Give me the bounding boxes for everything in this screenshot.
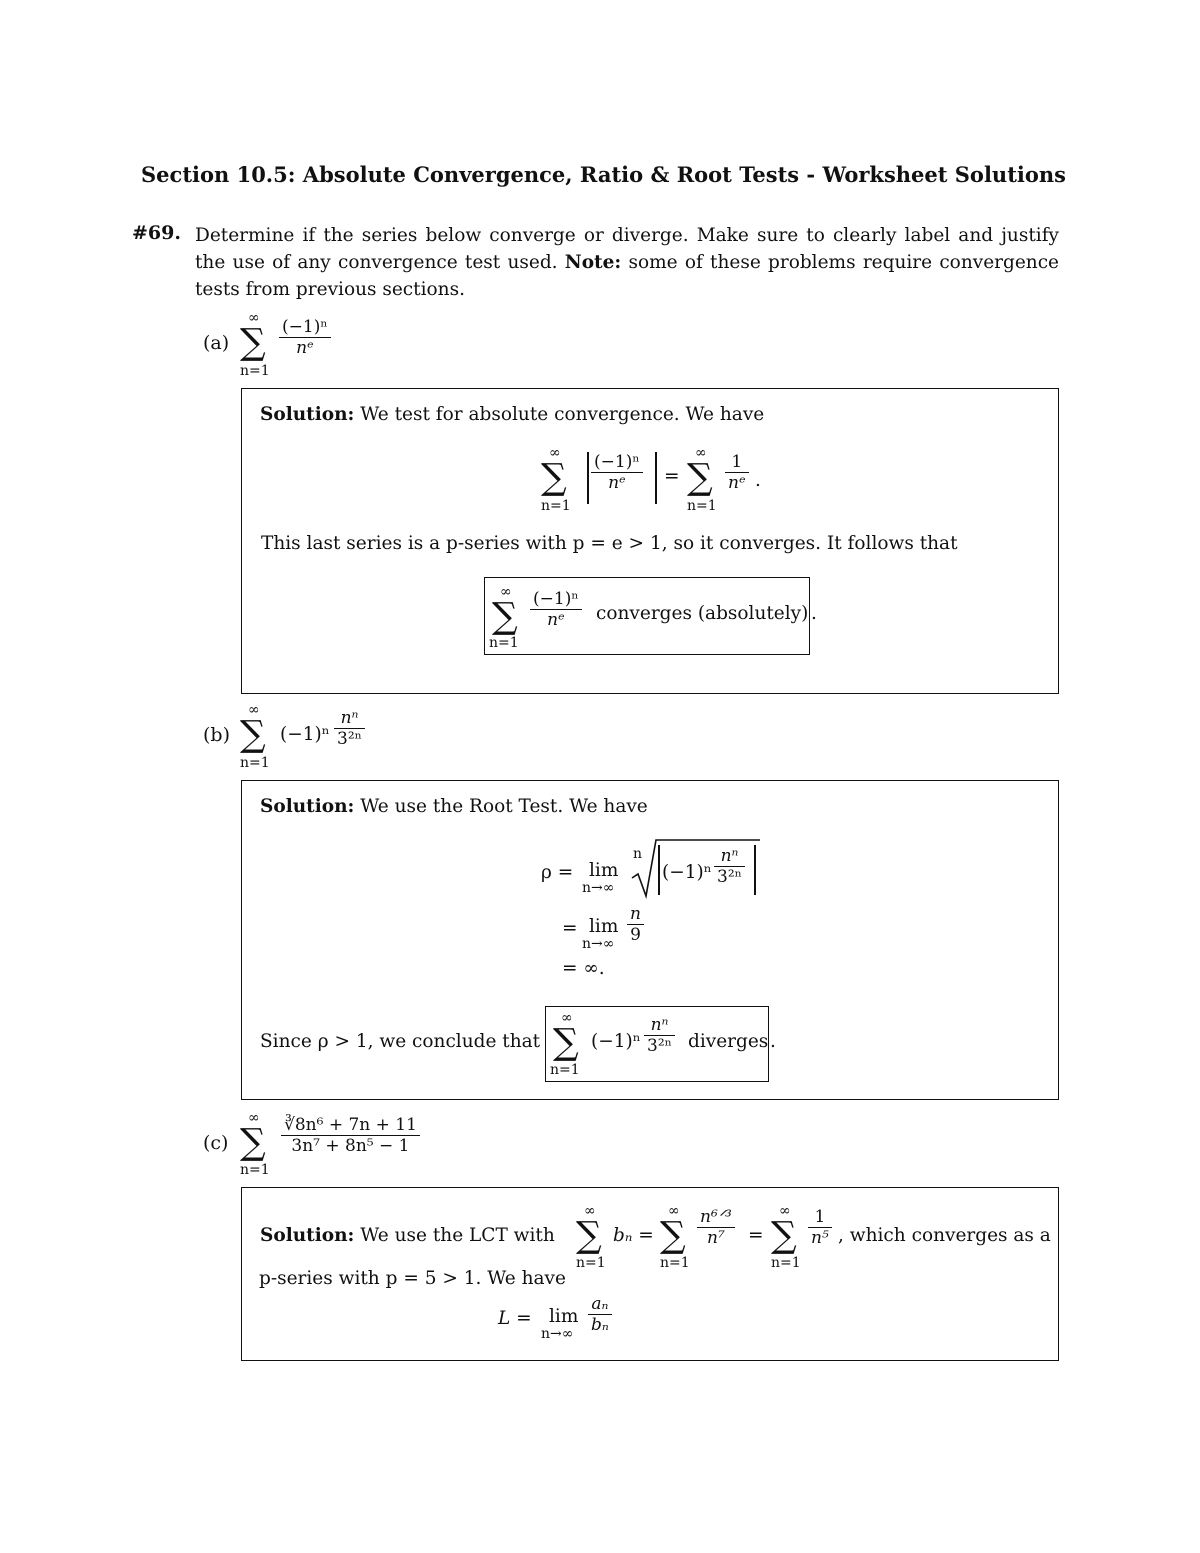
part-a-solution-line [260, 404, 764, 425]
part-c-solution-line [260, 1225, 555, 1246]
part-c-ratio [588, 1294, 612, 1335]
part-b-conclusion: diverges [688, 1031, 769, 1052]
abs-bar-right [655, 452, 657, 504]
part-a-eq-abs-term [591, 452, 643, 493]
part-b-concl-den: 3²ⁿ [647, 1036, 672, 1057]
part-a-eq-abs-num: (−1)ⁿ [594, 452, 640, 472]
part-a-concl-den: nᵉ [547, 610, 565, 631]
part-c-rhs-den: n⁵ [811, 1228, 829, 1249]
part-b-lim-1-sub: n→∞ [582, 880, 615, 896]
abs-bar-left [658, 845, 660, 895]
part-a-concl-term [530, 589, 582, 630]
part-a-eq-sum2-symbol: ∑ [687, 457, 713, 498]
part-b-concl-sum-symbol: ∑ [553, 1022, 579, 1063]
part-a-term [279, 317, 331, 358]
part-c-sum1-symbol: ∑ [576, 1215, 602, 1256]
part-a-term-num: (−1)ⁿ [282, 317, 328, 337]
part-c-line2: p-series with p = 5 > 1. We have [259, 1268, 566, 1289]
problem-intro [195, 222, 1059, 303]
part-a-eq-abs-den: nᵉ [608, 473, 626, 494]
part-c-label: (c) [203, 1132, 229, 1154]
part-c-lim: lim [549, 1306, 579, 1327]
part-c-sum2-lower: n=1 [660, 1255, 690, 1271]
part-c-sum2-upper: ∞ [668, 1203, 680, 1219]
part-a-eq-sum2-upper: ∞ [695, 445, 707, 461]
part-c-sum1-lower: n=1 [576, 1255, 606, 1271]
part-b-term [334, 708, 365, 749]
part-b-root-term [714, 846, 745, 887]
part-b-sum-symbol: ∑ [240, 714, 266, 755]
part-b-step2-den: 9 [630, 925, 641, 946]
part-b-solution-label: Solution: [260, 796, 355, 817]
part-a-eq-sum2-lower: n=1 [687, 498, 717, 514]
part-b-sum-upper: ∞ [248, 702, 260, 718]
part-b-lim-1: lim [589, 860, 619, 881]
part-c-sum1-upper: ∞ [584, 1203, 596, 1219]
part-c-eq-sign: = [748, 1225, 764, 1246]
part-a-sum-symbol: ∑ [240, 322, 266, 363]
part-b-root-index: n [633, 846, 643, 862]
part-a-conclusion: converges (absolutely) [596, 603, 809, 624]
intro-text-2: some of these problems require convergence tests from previous sections. [195, 252, 1059, 300]
part-c-mid [697, 1207, 735, 1248]
part-a-sum-upper: ∞ [248, 310, 260, 326]
part-a-eq-period: . [755, 470, 761, 491]
part-a-concl-sum-lower: n=1 [489, 635, 519, 651]
part-b-concl-term [644, 1015, 675, 1056]
part-a-solution-label: Solution: [260, 404, 355, 425]
part-b-label: (b) [203, 724, 230, 746]
part-b-concl-sum-lower: n=1 [550, 1062, 580, 1078]
part-c-term-num: ∛8n⁶ + 7n + 11 [284, 1115, 417, 1135]
abs-bar-right [754, 845, 756, 895]
abs-bar-left [587, 452, 589, 504]
part-b-since: Since ρ > 1, we conclude that [260, 1031, 541, 1052]
part-c-sum3-lower: n=1 [771, 1255, 801, 1271]
part-c-tail: , which converges as a [838, 1225, 1051, 1246]
part-c-L-eq: L = [498, 1308, 532, 1329]
part-a-solution-intro: We test for absolute convergence. We have [360, 404, 765, 425]
part-a-eq-rhs-num: 1 [731, 452, 743, 472]
part-a-term-den: nᵉ [296, 338, 314, 359]
problem-number: #69. [132, 222, 181, 244]
note-label: Note: [564, 252, 622, 273]
part-c-sum-symbol: ∑ [240, 1122, 266, 1163]
part-b-term-num: nⁿ [340, 708, 359, 728]
part-a-line2: This last series is a p-series with p = e > 1, so it converges. It follows that [261, 533, 958, 554]
part-b-lim-2: lim [589, 916, 619, 937]
part-b-root-den: 3²ⁿ [717, 867, 742, 888]
part-c-lim-sub: n→∞ [541, 1326, 574, 1342]
part-a-eq-sum1-lower: n=1 [541, 498, 571, 514]
part-c-term [281, 1115, 420, 1156]
part-b-step2-num: n [630, 904, 641, 924]
part-b-sum-lower: n=1 [240, 755, 270, 771]
part-b-concl-sign: (−1)ⁿ [591, 1031, 641, 1052]
part-c-ratio-num: aₙ [591, 1294, 609, 1314]
part-c-bn: bₙ = [613, 1225, 654, 1246]
part-a-concl-num: (−1)ⁿ [533, 589, 579, 609]
part-b-step2 [627, 904, 644, 945]
part-c-ratio-den: bₙ [591, 1315, 609, 1336]
part-b-rho-eq: ρ = [541, 862, 574, 883]
part-c-sum-upper: ∞ [248, 1110, 260, 1126]
part-b-lim-2-sub: n→∞ [582, 936, 615, 952]
part-a-eq-sum1-symbol: ∑ [541, 457, 567, 498]
part-a-eq-sum1-upper: ∞ [549, 445, 561, 461]
part-a-eq-sign: = [664, 466, 680, 487]
page-title: Section 10.5: Absolute Convergence, Ratio & Root Tests - Worksheet Solutions [141, 162, 1066, 187]
part-a-concl-sum-symbol: ∑ [492, 596, 518, 637]
part-a-sum-lower: n=1 [240, 363, 270, 379]
part-c-rhs [808, 1207, 832, 1248]
part-b-root-sign: (−1)ⁿ [662, 862, 712, 883]
part-a-label: (a) [203, 332, 230, 354]
part-b-concl-period: . [770, 1031, 776, 1052]
part-a-concl-period: . [811, 603, 817, 624]
part-b-concl-num: nⁿ [650, 1015, 669, 1035]
part-b-solution-intro: We use the Root Test. We have [360, 796, 648, 817]
part-c-term-den: 3n⁷ + 8n⁵ − 1 [291, 1136, 410, 1157]
part-b-sign: (−1)ⁿ [280, 724, 330, 745]
part-a-concl-sum-upper: ∞ [500, 584, 512, 600]
part-c-sum3-symbol: ∑ [771, 1215, 797, 1256]
part-b-solution-line [260, 796, 648, 817]
part-b-eq-2: = [562, 918, 578, 939]
part-c-sum-lower: n=1 [240, 1162, 270, 1178]
part-c-rhs-num: 1 [814, 1207, 826, 1227]
part-b-concl-sum-upper: ∞ [561, 1010, 573, 1026]
part-c-solution-label: Solution: [260, 1225, 355, 1246]
part-c-solution-intro: We use the LCT with [360, 1225, 555, 1246]
part-c-sum2-symbol: ∑ [660, 1215, 686, 1256]
part-b-term-den: 3²ⁿ [337, 729, 362, 750]
part-b-root-num: nⁿ [720, 846, 739, 866]
intro-text-1: Determine if the series below converge or diverge. Make sure to clearly label and justify the use of any convergence test used. [195, 225, 1059, 273]
part-a-eq-rhs-den: nᵉ [728, 473, 746, 494]
part-c-sum3-upper: ∞ [779, 1203, 791, 1219]
part-c-mid-num: n⁶ᐟ³ [700, 1207, 732, 1227]
part-a-eq-rhs [725, 452, 749, 493]
part-b-step3: = ∞. [562, 958, 605, 979]
part-c-mid-den: n⁷ [707, 1228, 725, 1249]
